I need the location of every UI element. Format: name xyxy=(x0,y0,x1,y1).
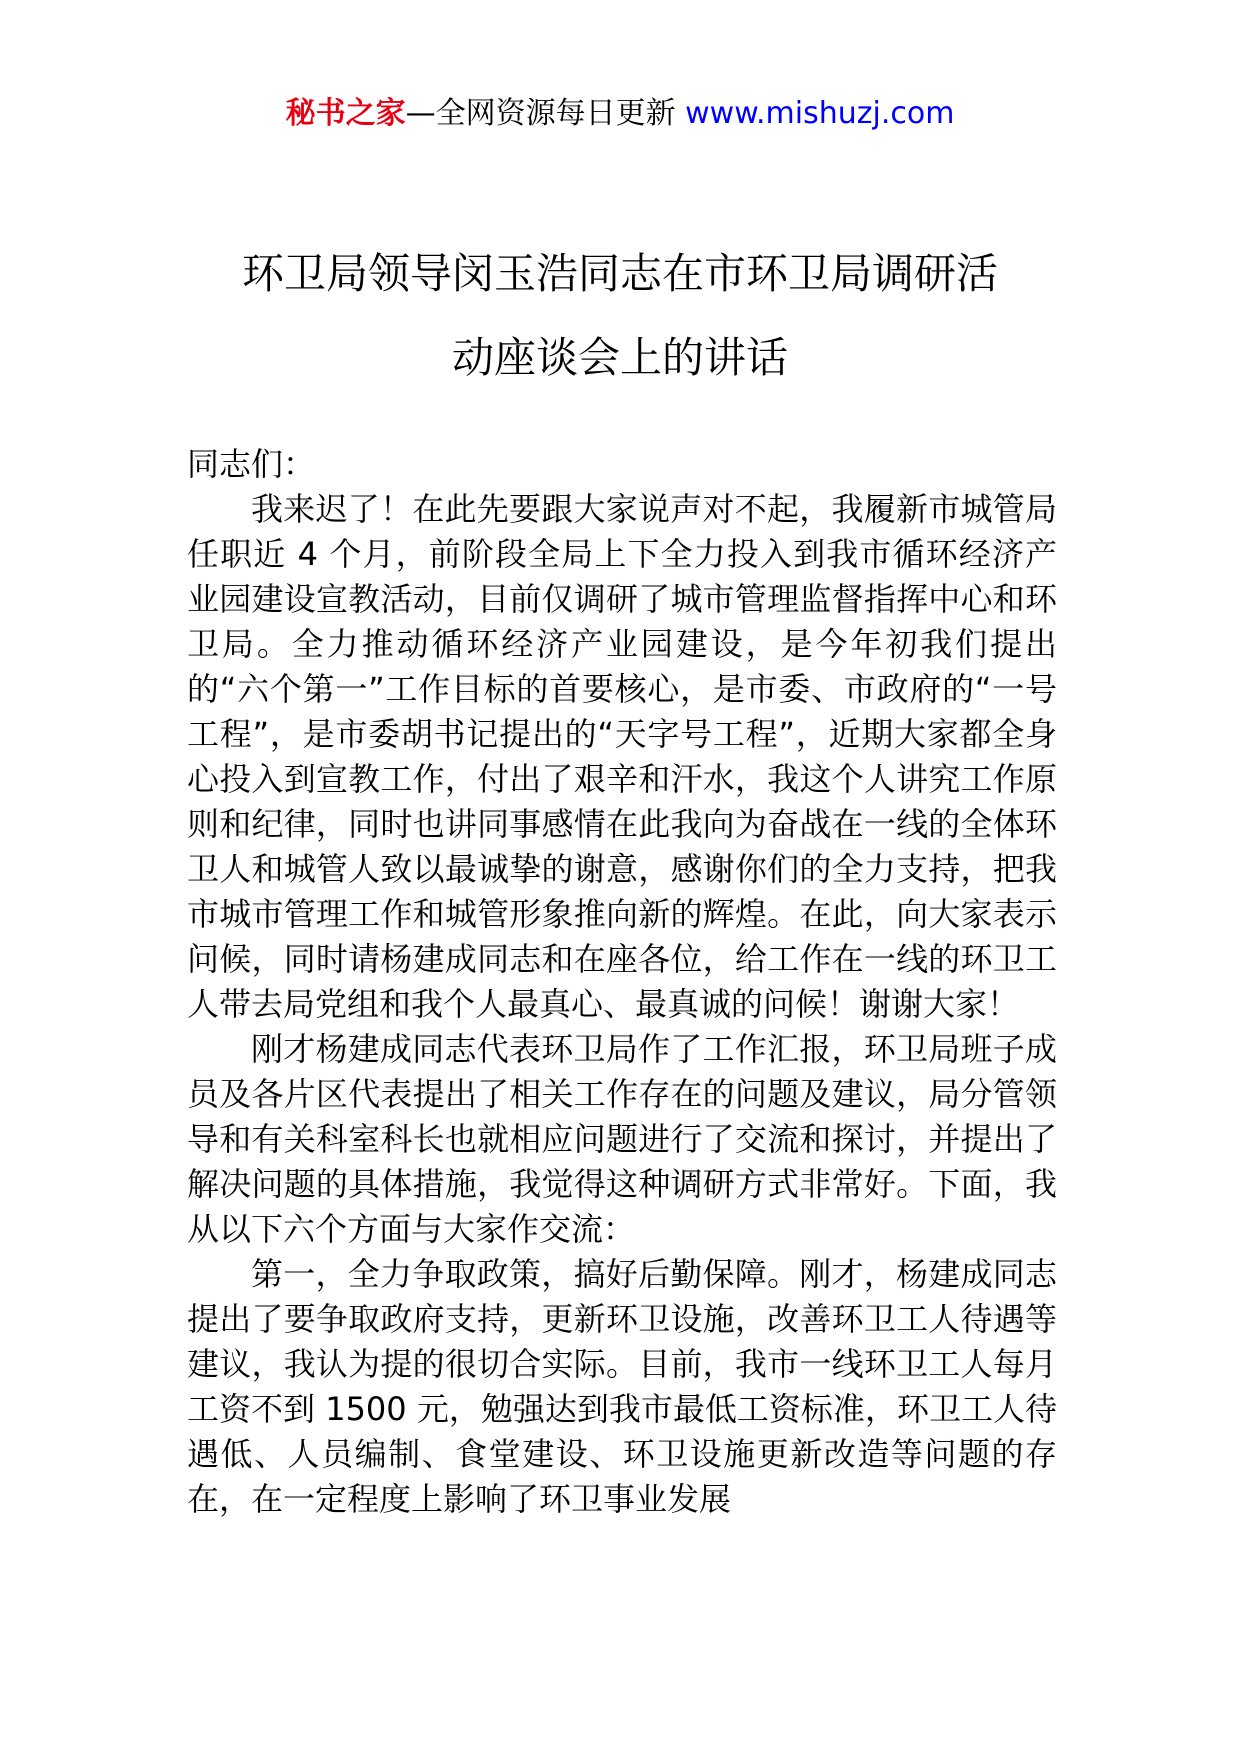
site-slogan: —全网资源每日更新 xyxy=(405,96,686,131)
paragraph-2: 刚才杨建成同志代表环卫局作了工作汇报，环卫局班子成员及各片区代表提出了相关工作存在的问题及建议，局分管领导和有关科室科长也就相应问题进行了交流和探讨，并提出了解决问题的具体措施，我觉得这种调研方式非常好。下面，我从以下六个方面与大家作交流： xyxy=(187,1030,1057,1248)
site-header xyxy=(0,94,1240,134)
site-url-link[interactable]: www.mishuzj.com xyxy=(685,96,955,131)
speech-body xyxy=(187,442,1057,1522)
salutation: 同志们： xyxy=(187,445,316,483)
title-line-2: 动座谈会上的讲话 xyxy=(451,333,788,382)
site-brand: 秘书之家 xyxy=(285,96,406,131)
document-title xyxy=(150,232,1090,400)
paragraph-1: 我来迟了！在此先要跟大家说声对不起，我履新市城管局任职近 4 个月，前阶段全局上下全力投入到我市循环经济产业园建设宣教活动，目前仅调研了城市管理监督指挥中心和环卫局。全力推动循环经济产业园建设，是今年初我们提出的“六个第一”工作目标的首要核心，是市委、市政府的“一号工程”，是市委胡书记提出的“天字号工程”，近期大家都全身心投入到宣教工作，付出了艰辛和汗水，我这个人讲究工作原则和纪律，同时也讲同事感情在此我向为奋战在一线的全体环卫人和城管人致以最诚挚的谢意，感谢你们的全力支持，把我市城市管理工作和城管形象推向新的辉煌。在此，向大家表示问候，同时请杨建成同志和在座各位，给工作在一线的环卫工人带去局党组和我个人最真心、最真诚的问候！谢谢大家！ xyxy=(187,490,1057,1023)
title-line-1: 环卫局领导闵玉浩同志在市环卫局调研活 xyxy=(241,249,998,298)
paragraph-3: 第一，全力争取政策，搞好后勤保障。刚才，杨建成同志提出了要争取政府支持，更新环卫设施，改善环卫工人待遇等建议，我认为提的很切合实际。目前，我市一线环卫工人每月工资不到 1500 元，勉强达到我市最低工资标准，环卫工人待遇低、人员编制、食堂建设、环卫设施更新改造等问题的存在，在一定程度上影响了环卫事业发展 xyxy=(187,1255,1057,1518)
